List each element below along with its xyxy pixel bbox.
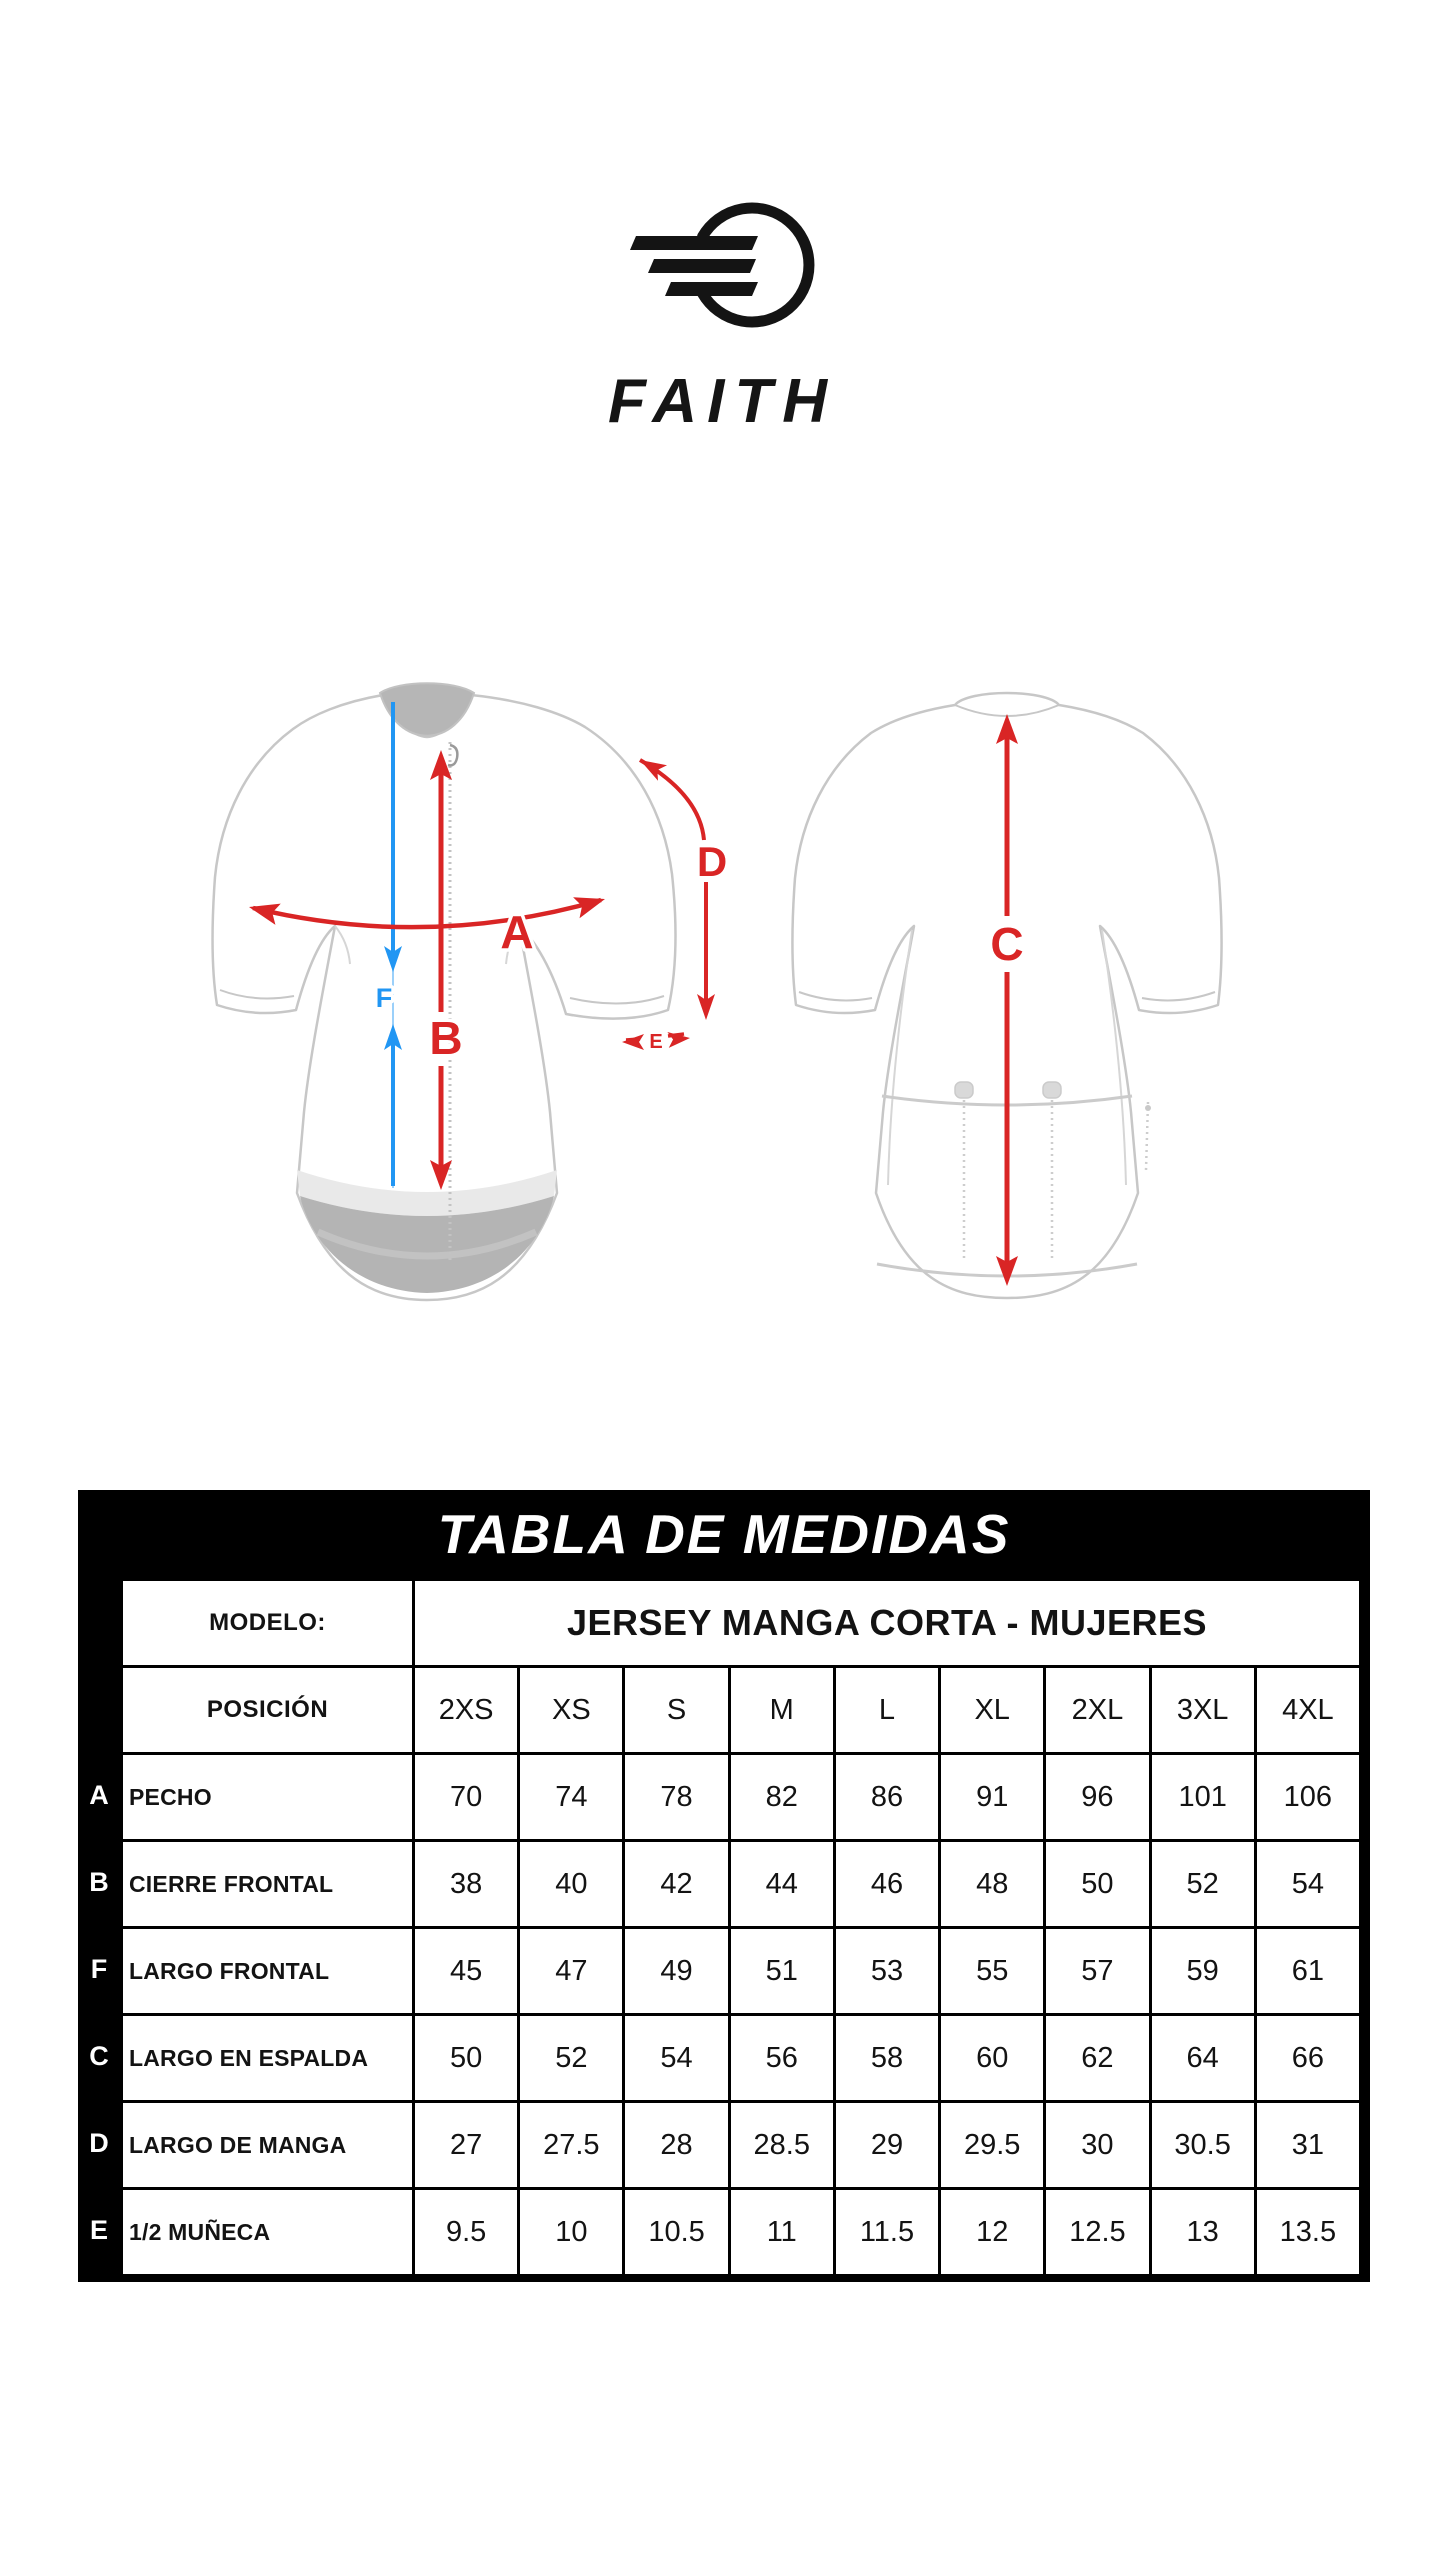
pocket-tab-left — [955, 1082, 973, 1098]
measurement-value: 61 — [1255, 1928, 1360, 2015]
row-key-D: D — [89, 2128, 109, 2158]
measurement-value: 101 — [1150, 1754, 1255, 1841]
measurement-value: 62 — [1045, 2015, 1150, 2102]
brand-wordmark: FAITH — [607, 367, 838, 436]
back-pocket-zipper — [1146, 1102, 1148, 1170]
measurement-value: 12.5 — [1045, 2189, 1150, 2276]
measurement-row-C — [122, 2015, 1361, 2102]
measurement-value: 29.5 — [940, 2102, 1045, 2189]
measurement-label-B: CIERRE FRONTAL — [122, 1841, 414, 1928]
measurement-value: 55 — [940, 1928, 1045, 2015]
size-header-M: M — [729, 1667, 834, 1754]
measurement-value: 57 — [1045, 1928, 1150, 2015]
measurement-value: 10 — [519, 2189, 624, 2276]
model-row — [122, 1580, 1361, 1667]
logo-speed-bars — [630, 236, 758, 296]
measurement-value: 29 — [834, 2102, 939, 2189]
measurement-value: 74 — [519, 1754, 624, 1841]
measurement-value: 70 — [414, 1754, 519, 1841]
row-key-sidebar — [78, 1752, 120, 2274]
measurement-value: 96 — [1045, 1754, 1150, 1841]
label-e: E — [649, 1031, 663, 1053]
size-table-frame — [78, 1490, 1370, 2282]
measurement-label-C: LARGO EN ESPALDA — [122, 2015, 414, 2102]
measurement-value: 78 — [624, 1754, 729, 1841]
measurement-value: 86 — [834, 1754, 939, 1841]
measurement-value: 38 — [414, 1841, 519, 1928]
measurement-value: 52 — [519, 2015, 624, 2102]
position-label: POSICIÓN — [122, 1667, 414, 1754]
measurement-value: 106 — [1255, 1754, 1360, 1841]
measurement-value: 27 — [414, 2102, 519, 2189]
measurement-row-D — [122, 2102, 1361, 2189]
measurement-value: 45 — [414, 1928, 519, 2015]
measurement-value: 40 — [519, 1841, 624, 1928]
measurement-value: 31 — [1255, 2102, 1360, 2189]
size-header-4XL: 4XL — [1255, 1667, 1360, 1754]
label-c: C — [990, 918, 1024, 970]
measurement-value: 12 — [940, 2189, 1045, 2276]
measurement-label-F: LARGO FRONTAL — [122, 1928, 414, 2015]
size-header-XL: XL — [940, 1667, 1045, 1754]
measurement-value: 60 — [940, 2015, 1045, 2102]
row-key-A: A — [89, 1780, 109, 1810]
measurement-value: 53 — [834, 1928, 939, 2015]
measurement-label-D: LARGO DE MANGA — [122, 2102, 414, 2189]
measurement-value: 11 — [729, 2189, 834, 2276]
measurement-value: 54 — [624, 2015, 729, 2102]
measurement-value: 54 — [1255, 1841, 1360, 1928]
measurement-value: 56 — [729, 2015, 834, 2102]
size-header-XS: XS — [519, 1667, 624, 1754]
measurement-value: 64 — [1150, 2015, 1255, 2102]
model-label: MODELO: — [122, 1580, 414, 1667]
measurement-value: 59 — [1150, 1928, 1255, 2015]
measurement-value: 9.5 — [414, 2189, 519, 2276]
size-header-2XS: 2XS — [414, 1667, 519, 1754]
row-key-B: B — [89, 1867, 109, 1897]
measurement-value: 50 — [414, 2015, 519, 2102]
measurement-value: 44 — [729, 1841, 834, 1928]
measurement-value: 66 — [1255, 2015, 1360, 2102]
measurement-label-A: PECHO — [122, 1754, 414, 1841]
measurement-value: 30 — [1045, 2102, 1150, 2189]
measurement-label-E: 1/2 MUÑECA — [122, 2189, 414, 2276]
measurement-row-F — [122, 1928, 1361, 2015]
model-value: JERSEY MANGA CORTA - MUJERES — [414, 1580, 1361, 1667]
size-header-S: S — [624, 1667, 729, 1754]
measurement-value: 49 — [624, 1928, 729, 2015]
measurement-value: 46 — [834, 1841, 939, 1928]
measurement-value: 27.5 — [519, 2102, 624, 2189]
measurement-value: 28.5 — [729, 2102, 834, 2189]
front-jersey — [213, 683, 676, 1300]
row-key-E: E — [89, 2215, 108, 2245]
measurement-value: 13 — [1150, 2189, 1255, 2276]
size-header-3XL: 3XL — [1150, 1667, 1255, 1754]
measurement-value: 30.5 — [1150, 2102, 1255, 2189]
measurement-value: 52 — [1150, 1841, 1255, 1928]
table-title: TABLA DE MEDIDAS — [437, 1503, 1011, 1565]
measurement-value: 51 — [729, 1928, 834, 2015]
label-a: A — [500, 906, 534, 958]
label-d: D — [696, 838, 728, 885]
label-f: F — [375, 983, 393, 1013]
row-key-C: C — [89, 2041, 109, 2071]
measurement-value: 42 — [624, 1841, 729, 1928]
measurement-row-A — [122, 1754, 1361, 1841]
measurement-value: 11.5 — [834, 2189, 939, 2276]
size-header-L: L — [834, 1667, 939, 1754]
measurement-value: 13.5 — [1255, 2189, 1360, 2276]
measurement-value: 58 — [834, 2015, 939, 2102]
brand-speed-circle-icon — [627, 192, 819, 342]
measurement-value: 50 — [1045, 1841, 1150, 1928]
sizes-header-row — [122, 1667, 1361, 1754]
measurement-row-E — [122, 2189, 1361, 2276]
pocket-tab-right — [1043, 1082, 1061, 1098]
measurement-value: 82 — [729, 1754, 834, 1841]
row-key-F: F — [90, 1954, 108, 1984]
label-b: B — [429, 1012, 463, 1064]
jersey-measurement-diagram — [0, 630, 1445, 1350]
measurement-value: 48 — [940, 1841, 1045, 1928]
size-header-2XL: 2XL — [1045, 1667, 1150, 1754]
measurement-value: 28 — [624, 2102, 729, 2189]
measurement-row-B — [122, 1841, 1361, 1928]
measurement-value: 10.5 — [624, 2189, 729, 2276]
measurement-value: 91 — [940, 1754, 1045, 1841]
measurement-value: 47 — [519, 1928, 624, 2015]
size-table — [120, 1578, 1362, 2277]
